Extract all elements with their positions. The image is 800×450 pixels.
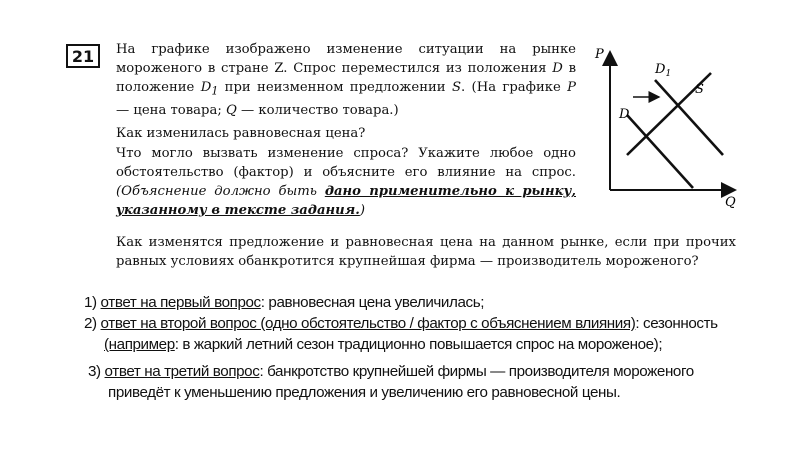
demand-label-D1 xyxy=(654,62,671,79)
task-paragraph-2 xyxy=(116,124,576,220)
question-3: Как изменятся предложение и равновесная цена на данном рынке, если при прочих равных условиях обанкротится крупнейшая фирма — производитель мороженого? xyxy=(116,235,736,270)
y-axis-label: P xyxy=(595,47,604,62)
task-text xyxy=(116,40,576,220)
task-text-fragment: в положение xyxy=(116,61,576,96)
task-text-fragment: — цена товара; xyxy=(116,103,226,119)
answer-3-label: ответ на третий вопрос xyxy=(104,363,260,380)
x-axis-label: Q xyxy=(725,195,736,210)
task-text-fragment: На графике изображено изменение ситуации на рынке мороженого в стране Z. Спрос переместился из положения xyxy=(116,42,576,77)
task-number-box: 21 xyxy=(66,44,100,68)
answer-1-label: ответ на первый вопрос xyxy=(100,294,261,311)
answer-3-colon: : xyxy=(259,363,264,380)
var-D1-letter: D xyxy=(200,80,212,96)
answer-2 xyxy=(84,313,734,334)
question-2: Что могло вызвать изменение спроса? Укажите любое одно обстоятельство (фактор) и объясните его влияние на спрос. xyxy=(116,145,576,180)
supply-demand-graph xyxy=(585,40,745,210)
var-D1 xyxy=(200,80,219,99)
note-close: ) xyxy=(359,203,365,219)
task-paragraph-1 xyxy=(116,40,576,120)
demand-label-D1-subscript: 1 xyxy=(665,69,672,79)
var-S: S xyxy=(451,80,461,96)
answer-2-colon: : xyxy=(635,315,640,332)
answer-3 xyxy=(84,361,734,382)
note-lead: (Объяснение должно быть xyxy=(116,184,325,200)
demand-line-D xyxy=(627,115,693,188)
var-Q: Q xyxy=(225,103,237,119)
var-D1-subscript: 1 xyxy=(211,85,219,99)
answer-3-continuation: приведёт к уменьшению предложения и увеличению его равновесной цены. xyxy=(108,384,621,401)
demand-label-D1-letter: D xyxy=(655,62,666,77)
var-P: P xyxy=(567,80,577,96)
question-1: Как изменилась равновесная цена? xyxy=(116,126,366,142)
answer-2-example-text: : в жаркий летний сезон традиционно повышается спрос на мороженое); xyxy=(174,336,663,353)
var-D: D xyxy=(552,61,563,77)
answer-1-text: равновесная цена увеличилась; xyxy=(268,294,485,311)
answer-2-text: сезонность xyxy=(643,315,718,332)
answer-key xyxy=(84,292,734,403)
answer-1 xyxy=(84,292,734,313)
demand-label-D: D xyxy=(619,107,630,122)
answer-3-number: 3) xyxy=(88,363,101,380)
answer-2-number: 2) xyxy=(84,315,97,332)
note-emphasis: дано применительно к рынку, указанному в тексте задания. xyxy=(116,184,576,219)
task-text-fragment: при неизменном предложении xyxy=(218,80,452,96)
answer-2-label: ответ на второй вопрос (одно обстоятельство / фактор с объяснением влияния) xyxy=(100,315,636,332)
answer-2-example-label: (например xyxy=(104,336,175,353)
supply-label-S: S xyxy=(695,82,704,97)
task-text-fragment: . (На графике xyxy=(461,80,568,96)
answer-3-text: банкротство крупнейшей фирмы — производителя мороженого xyxy=(267,363,694,380)
task-text-fragment: — количество товара.) xyxy=(236,103,399,119)
answer-1-number: 1) xyxy=(84,294,97,311)
answer-2-continuation xyxy=(84,334,734,355)
answer-1-colon: : xyxy=(260,294,265,311)
